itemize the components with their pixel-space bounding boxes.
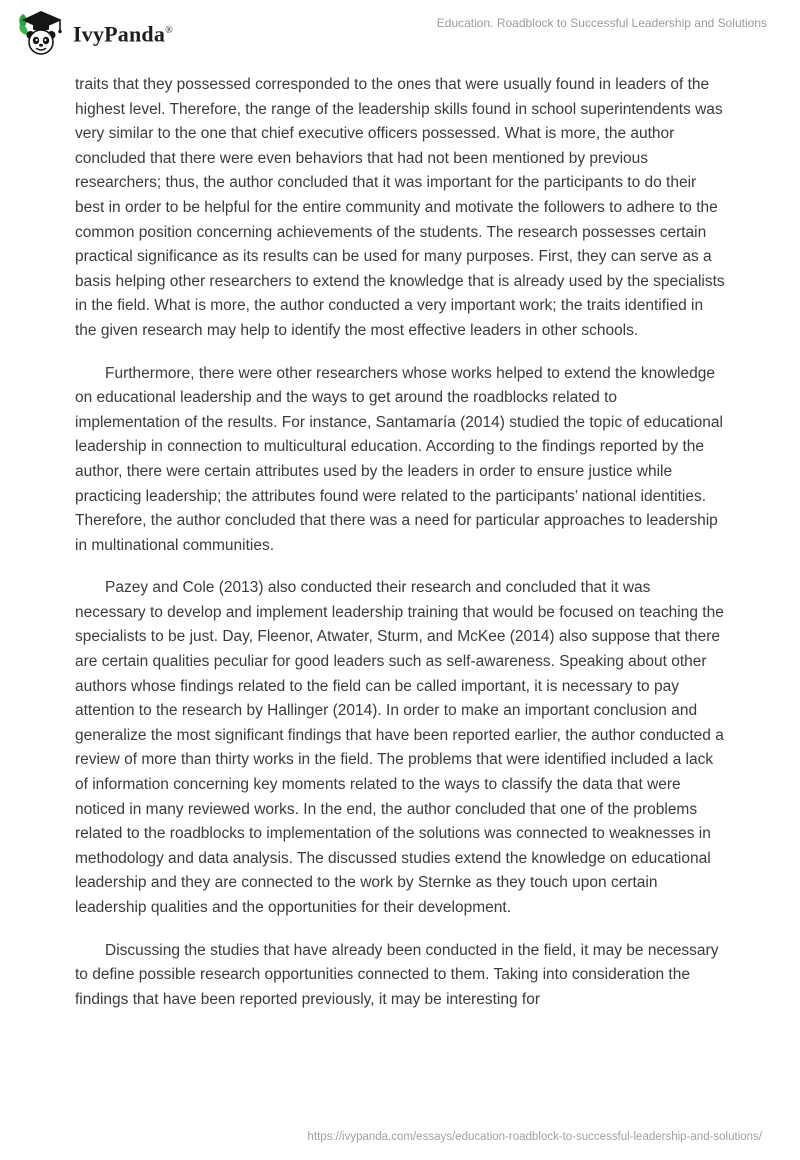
document-title: Education. Roadblock to Successful Leadership and Solutions [436, 16, 767, 30]
essay-content [75, 73, 725, 1030]
paragraph-3: Pazey and Cole (2013) also conducted their research and concluded that it was necessary to develop and implement leadership training that would be focused on teaching the specialists to be just. Day, Fleenor, Atwater, Sturm, and McKee (2014) also suppose that there are certain qualities peculiar for good leaders such as self-awareness. Speaking about other authors whose findings related to the field can be called important, it is necessary to pay attention to the research by Hallinger (2014). In order to make an important conclusion and generalize the most significant findings that have been reported earlier, the author conducted a review of more than thirty works in the field. The problems that were identified included a lack of information concerning key moments related to the ways to classify the data that were noticed in many reviewed works. In the end, the author concluded that one of the problems related to the roadblocks to implementation of the solutions was connected to weaknesses in methodology and data analysis. The discussed studies extend the knowledge on educational leadership and they are connected to the work by Sternke as they touch upon certain leadership qualities and the opportunities for their development. [75, 579, 724, 916]
ivypanda-panda-logo-icon [16, 10, 64, 56]
paragraph-4: Discussing the studies that have already been conducted in the field, it may be necessary to define possible research opportunities connected to them. Taking into consideration the findings that have been reported previously, it may be interesting for [75, 941, 719, 1008]
page-footer [0, 1127, 762, 1145]
paragraph-1: traits that they possessed corresponded to the ones that were usually found in leaders of the highest level. Therefore, the range of the leadership skills found in school superintendents was very similar to the one that chief executive officers possessed. What is more, the author concluded that there were even behaviors that had not been mentioned by previous researchers; thus, the author concluded that it was important for the participants to do their best in order to be helpful for the entire community and motivate the followers to adhere to the common position concerning achievements of the students. The research possesses certain practical significance as its results can be used for many purposes. First, they can serve as a basis helping other researchers to extend the knowledge that is already used by the specialists in the field. What is more, the author conducted a very important work; the traits identified in the given research may help to identify the most effective leaders in other schools. [75, 76, 725, 339]
paragraph-2: Furthermore, there were other researchers whose works helped to extend the knowledge on educational leadership and the ways to get around the roadblocks related to implementation of the results. For instance, Santamaría (2014) studied the topic of educational leadership in connection to multicultural education. According to the findings reported by the author, there were certain attributes used by the leaders in order to ensure justice while practicing leadership; the attributes found were related to the participants’ national identities. Therefore, the author concluded that there was a need for particular approaches to leadership in multinational communities. [75, 364, 723, 554]
brand-name [73, 8, 173, 57]
page-header [0, 0, 800, 64]
brand[interactable] [16, 8, 173, 57]
brand-text: IvyPanda [73, 21, 166, 47]
registered-mark: ® [165, 25, 173, 36]
source-url-link[interactable]: https://ivypanda.com/essays/education-roadblock-to-successful-leadership-and-solutions/ [307, 1131, 762, 1143]
